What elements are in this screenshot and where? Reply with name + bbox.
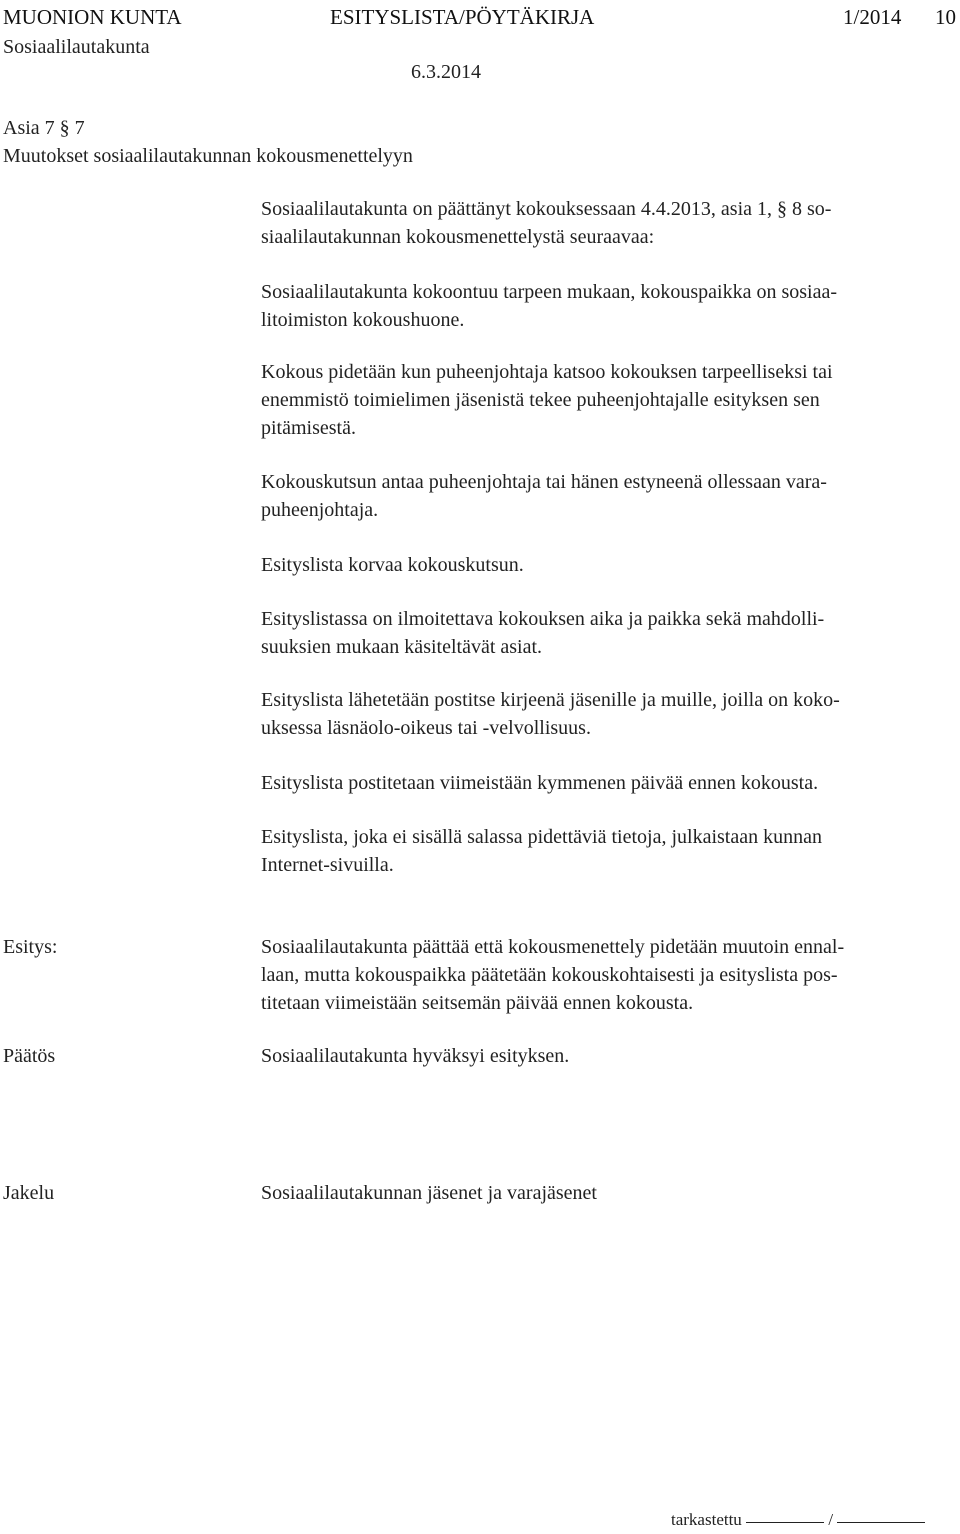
paragraph-7	[261, 686, 951, 742]
text-line: Sosiaalilautakunta päättää että kokousmenettely pidetään muutoin ennal-	[261, 936, 845, 958]
paragraph-5	[261, 551, 951, 579]
text-line: puheenjohtaja.	[261, 499, 379, 521]
text-line: enemmistö toimielimen jäsenistä tekee puheenjohtajalle esityksen sen	[261, 389, 820, 411]
decision-text: Sosiaalilautakunta hyväksyi esityksen.	[261, 1045, 570, 1067]
text-line: Kokous pidetään kun puheenjohtaja katsoo kokouksen tarpeelliseksi tai	[261, 361, 833, 383]
distribution-label: Jakelu	[3, 1182, 55, 1204]
decision-label: Päätös	[3, 1045, 56, 1067]
paragraph-8	[261, 769, 951, 797]
text-line: Esityslistassa on ilmoitettava kokouksen aika ja paikka sekä mahdolli-	[261, 608, 825, 630]
text-line: Esityslista postitetaan viimeistään kymmenen päivää ennen kokousta.	[261, 772, 819, 794]
text-line: Esityslista, joka ei sisällä salassa pidettäviä tietoja, julkaistaan kunnan	[261, 826, 822, 848]
item-number: Asia 7 § 7	[3, 117, 85, 139]
text-line: Kokouskutsun antaa puheenjohtaja tai hänen estyneenä ollessaan vara-	[261, 471, 827, 493]
paragraph-6	[261, 605, 951, 661]
issue-number: 1/2014	[843, 5, 902, 29]
distribution-text: Sosiaalilautakunnan jäsenet ja varajäsenet	[261, 1182, 597, 1204]
document-type: ESITYSLISTA/PÖYTÄKIRJA	[330, 5, 595, 29]
text-line: litoimiston kokoushuone.	[261, 309, 465, 331]
text-line: Esityslista korvaa kokouskutsun.	[261, 554, 524, 576]
separator: /	[828, 1510, 834, 1529]
initials-blank-1	[746, 1521, 824, 1523]
proposal-label: Esitys:	[3, 936, 58, 958]
paragraph-1	[261, 195, 951, 251]
text-line: laan, mutta kokouspaikka päätetään kokouskohtaisesti ja esityslista pos-	[261, 964, 838, 986]
initials-blank-2	[837, 1521, 925, 1523]
paragraph-2	[261, 278, 951, 334]
text-line: pitämisestä.	[261, 417, 356, 439]
paragraph-3	[261, 358, 951, 442]
text-line: siaalilautakunnan kokousmenettelystä seuraavaa:	[261, 226, 655, 248]
checked-footer	[671, 1506, 925, 1534]
text-line: Sosiaalilautakunta kokoontuu tarpeen mukaan, kokouspaikka on sosiaa-	[261, 281, 837, 303]
municipality-name: MUONION KUNTA	[3, 5, 182, 29]
checked-label: tarkastettu	[671, 1510, 742, 1529]
text-line: Internet-sivuilla.	[261, 854, 394, 876]
proposal-text	[261, 933, 951, 1017]
paragraph-9	[261, 823, 951, 879]
text-line: Sosiaalilautakunta on päättänyt kokouksessaan 4.4.2013, asia 1, § 8 so-	[261, 198, 832, 220]
text-line: titetaan viimeistään seitsemän päivää ennen kokousta.	[261, 992, 694, 1014]
text-line: uksessa läsnäolo-oikeus tai -velvollisuus.	[261, 717, 591, 739]
text-line: suuksien mukaan käsiteltävät asiat.	[261, 636, 543, 658]
page-number: 10	[935, 5, 956, 29]
text-line: Esityslista lähetetään postitse kirjeenä jäsenille ja muille, joilla on koko-	[261, 689, 840, 711]
item-title: Muutokset sosiaalilautakunnan kokousmenettelyyn	[3, 145, 413, 167]
committee-name: Sosiaalilautakunta	[3, 36, 150, 58]
meeting-date: 6.3.2014	[411, 61, 481, 83]
paragraph-4	[261, 468, 951, 524]
